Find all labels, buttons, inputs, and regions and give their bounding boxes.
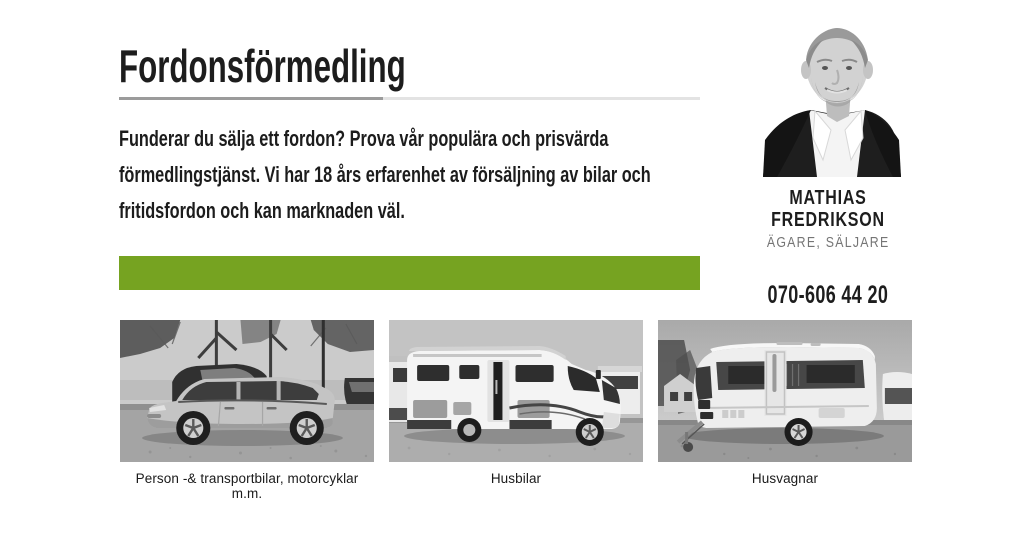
contact-phone[interactable]: 070-606 44 20 [767,281,889,309]
accent-bar [119,256,700,290]
intro-text: Funderar du sälja ett fordon? Prova vår populära och prisvärda förmedlingstjänst. Vi har 18 års erfarenhet av försäljning av bilar och fritidsfordon och kan marknaden väl. [119,126,656,223]
category-card-caravans[interactable] [658,320,912,501]
title-underline [119,97,700,100]
cars-photo[interactable] [120,320,374,462]
category-card-cars[interactable] [120,320,374,501]
category-label-caravans[interactable]: Husvagnar [751,471,819,486]
contact-name: MATHIAS FREDRIKSON [771,187,885,231]
caravans-photo[interactable] [658,320,912,462]
category-gallery [120,320,913,501]
contact-card [713,20,943,312]
contact-role: ÄGARE, SÄLJARE [766,235,890,251]
category-label-motorhomes[interactable]: Husbilar [490,471,542,486]
page-title-text: Fordonsförmedling [119,40,406,92]
portrait-photo [753,20,903,177]
category-label-cars[interactable]: Person -& transportbilar, motorcyklar m.m. [135,471,359,501]
category-card-motorhomes[interactable] [389,320,643,501]
page-title [119,40,719,92]
motorhomes-photo[interactable] [389,320,643,462]
